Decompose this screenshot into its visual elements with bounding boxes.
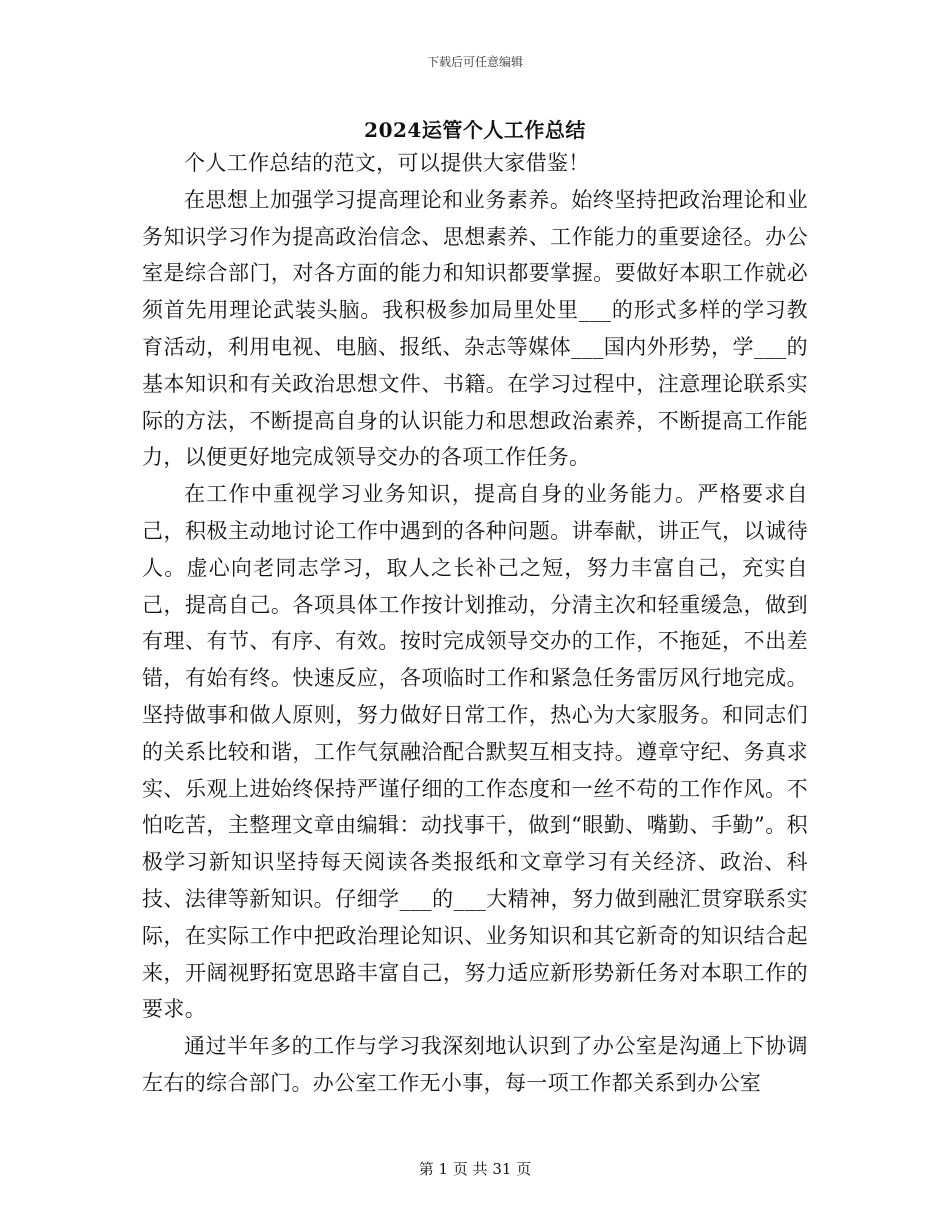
document-body xyxy=(142,145,808,1102)
paragraph-intro: 个人工作总结的范文，可以提供大家借鉴！ xyxy=(184,151,590,175)
paragraph-2: 在工作中重视学习业务知识，提高自身的业务能力。严格要求自己，积极主动地讨论工作中遇到的各种问题。讲奉献，讲正气，以诚待人。虚心向老同志学习，取人之长补己之短，努力丰富自己，充实自己，提高自己。各项具体工作按计划推动，分清主次和轻重缓急，做到有理、有节、有序、有效。按时完成领导交办的工作，不拖延，不出差错，有始有终。快速反应，各项临时工作和紧急任务雷厉风行地完成。坚持做事和做人原则，努力做好日常工作，热心为大家服务。和同志们的关系比较和谐，工作气氛融洽配合默契互相支持。遵章守纪、务真求实、乐观上进始终保持严谨仔细的工作态度和一丝不苟的工作作风。不怕吃苦，主整理文章由编辑：动找事干，做到“眼勤、嘴勤、手勤”。积极学习新知识坚持每天阅读各类报纸和文章学习有关经济、政治、科技、法律等新知识。仔细学___的___大精神，努力做到融汇贯穿联系实际，在实际工作中把政治理论知识、业务知识和其它新奇的知识结合起来，开阔视野拓宽思路丰富自己，努力适应新形势新任务对本职工作的要求。 xyxy=(142,482,808,1022)
page-footer: 第 1 页 共 31 页 xyxy=(418,1160,532,1178)
page-title: 2024运管个人工作总结 xyxy=(364,118,586,142)
paragraph-3: 通过半年多的工作与学习我深刻地认识到了办公室是沟通上下协调左右的综合部门。办公室工作无小事，每一项工作都关系到办公室 xyxy=(142,1034,808,1095)
paragraph-1: 在思想上加强学习提高理论和业务素养。始终坚持把政治理论和业务知识学习作为提高政治信念、思想素养、工作能力的重要途径。办公室是综合部门，对各方面的能力和知识都要掌握。要做好本职工作就必须首先用理论武装头脑。我积极参加局里处里___的形式多样的学习教育活动，利用电视、电脑、报纸、杂志等媒体___国内外形势，学___的基本知识和有关政治思想文件、书籍。在学习过程中，注意理论联系实际的方法，不断提高自身的认识能力和思想政治素养，不断提高工作能力，以便更好地完成领导交办的各项工作任务。 xyxy=(142,187,808,470)
header-note: 下载后可任意编辑 xyxy=(426,55,523,69)
